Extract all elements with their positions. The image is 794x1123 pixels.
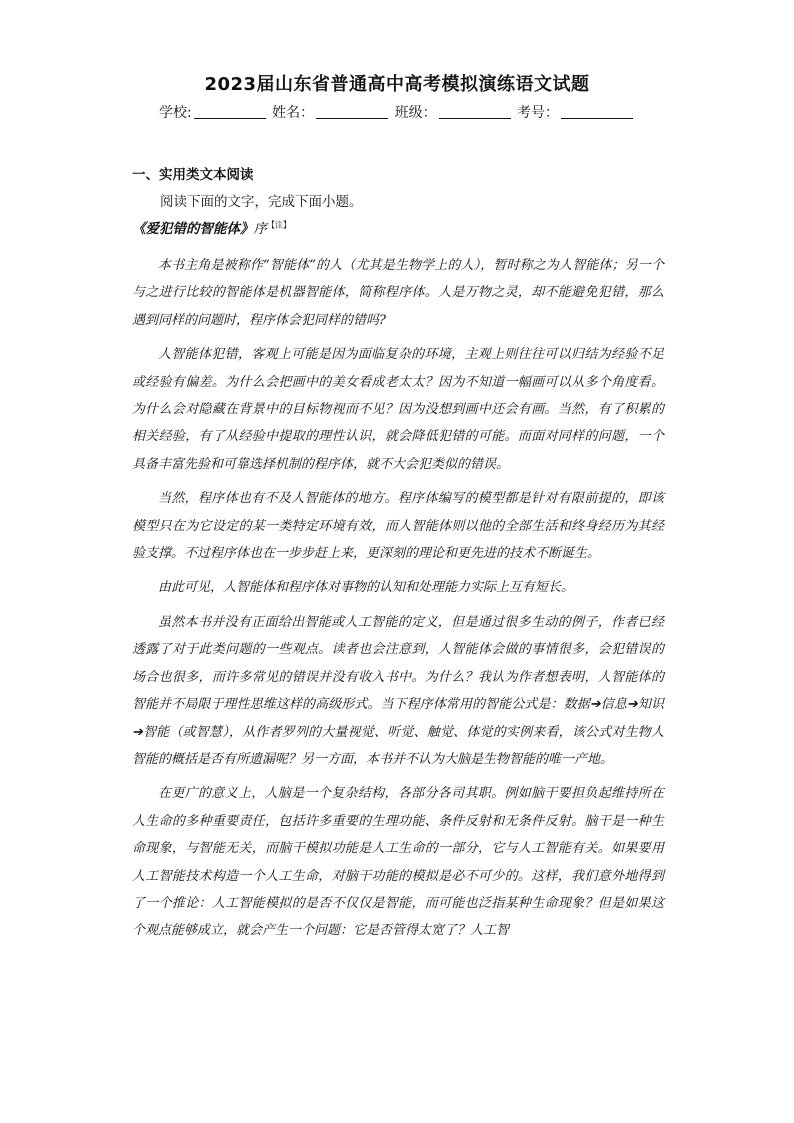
- name-label: 姓名：: [272, 105, 315, 121]
- school-label: 学校:: [158, 105, 192, 121]
- class-label: 班级：: [394, 105, 437, 121]
- passage-body: [132, 252, 664, 952]
- exam-number-label: 考号：: [517, 105, 560, 121]
- name-blank[interactable]: [316, 106, 388, 119]
- school-blank[interactable]: [194, 106, 266, 119]
- exam-title: 2023届山东省普通高中高考模拟演练语文试题: [204, 74, 590, 95]
- exam-number-blank[interactable]: [561, 106, 633, 119]
- passage-paragraph: 当然，程序体也有不及人智能体的地方。程序体编写的模型都是针对有限前提的，即该模型只在为它设定的某一类特定环境有效，而人智能体则以他的全部生活和终身经历为其经验支撑。不过程序体也在一步步赶上来，更深刻的理论和更先进的技术不断诞生。: [132, 491, 664, 562]
- passage-paragraph: 虽然本书并没有正面给出智能或人工智能的定义，但是通过很多生动的例子，作者已经透露了对于此类问题的一些观点。读者也会注意到，人智能体会做的事情很多，会犯错误的场合也很多，而许多常见的错误并没有收入书中。为什么？我认为作者想表明，人智能体的智能并不局限于理性思维这样的高级形式。当下程序体常用的智能公式是：数据➔信息➔知识➔智能（或智慧），从作者罗列的大量视觉、听觉、触觉、体觉的实例来看，该公式对生物人智能的概括是否有所遗漏呢？另一方面，本书并不认为大脑是生物智能的唯一产地。: [132, 614, 664, 767]
- student-info-line: [0, 102, 794, 122]
- class-blank[interactable]: [439, 106, 511, 119]
- section-heading: 一、实用类文本阅读: [132, 167, 254, 183]
- passage-paragraph: 人智能体犯错，客观上可能是因为面临复杂的环境，主观上则往往可以归结为经验不足或经验有偏差。为什么会把画中的美女看成老太太？因为不知道一幅画可以从多个角度看。为什么会对隐藏在背景中的目标物视而不见？因为没想到画中还会有画。当然，有了积累的相关经验，有了从经验中提取的理性认识，就会降低犯错的可能。而面对同样的问题，一个具备丰富先验和可靠选择机制的程序体，就不大会犯类似的错误。: [132, 347, 664, 472]
- work-title-name: 《爱犯错的智能体》: [132, 221, 254, 237]
- passage-paragraph: 由此可见，人智能体和程序体对事物的认知和处理能力实际上互有短长。: [158, 580, 575, 596]
- passage-paragraph: 在更广的意义上，人脑是一个复杂结构，各部分各司其职。例如脑干要担负起维持所在人生命的多种重要责任，包括许多重要的生理功能、条件反射和无条件反射。脑干是一种生命现象，与智能无关，而脑干模拟功能是人工生命的一部分，它与人工智能有关。如果要用人工智能技术构造一个人工生命，对脑干功能的模拟是必不可少的。这样，我们意外地得到了一个推论：人工智能模拟的是否不仅仅是智能，而可能也泛指某种生命现象？但是如果这个观点能够成立，就会产生一个问题：它是否管得太宽了？人工智: [132, 786, 664, 939]
- work-title-suffix: 序: [253, 221, 267, 237]
- reading-instruction: 阅读下面的文字，完成下面小题。: [160, 194, 363, 210]
- passage-paragraph: 本书主角是被称作“智能体”的人（尤其是生物学上的人），暂时称之为人智能体；另一个与之进行比较的智能体是机器智能体，简称程序体。人是万物之灵，却不能避免犯错，那么遇到同样的问题时，程序体会犯同样的错吗?: [132, 258, 664, 328]
- footnote-marker: 【注】: [267, 220, 291, 230]
- work-title: [132, 217, 291, 237]
